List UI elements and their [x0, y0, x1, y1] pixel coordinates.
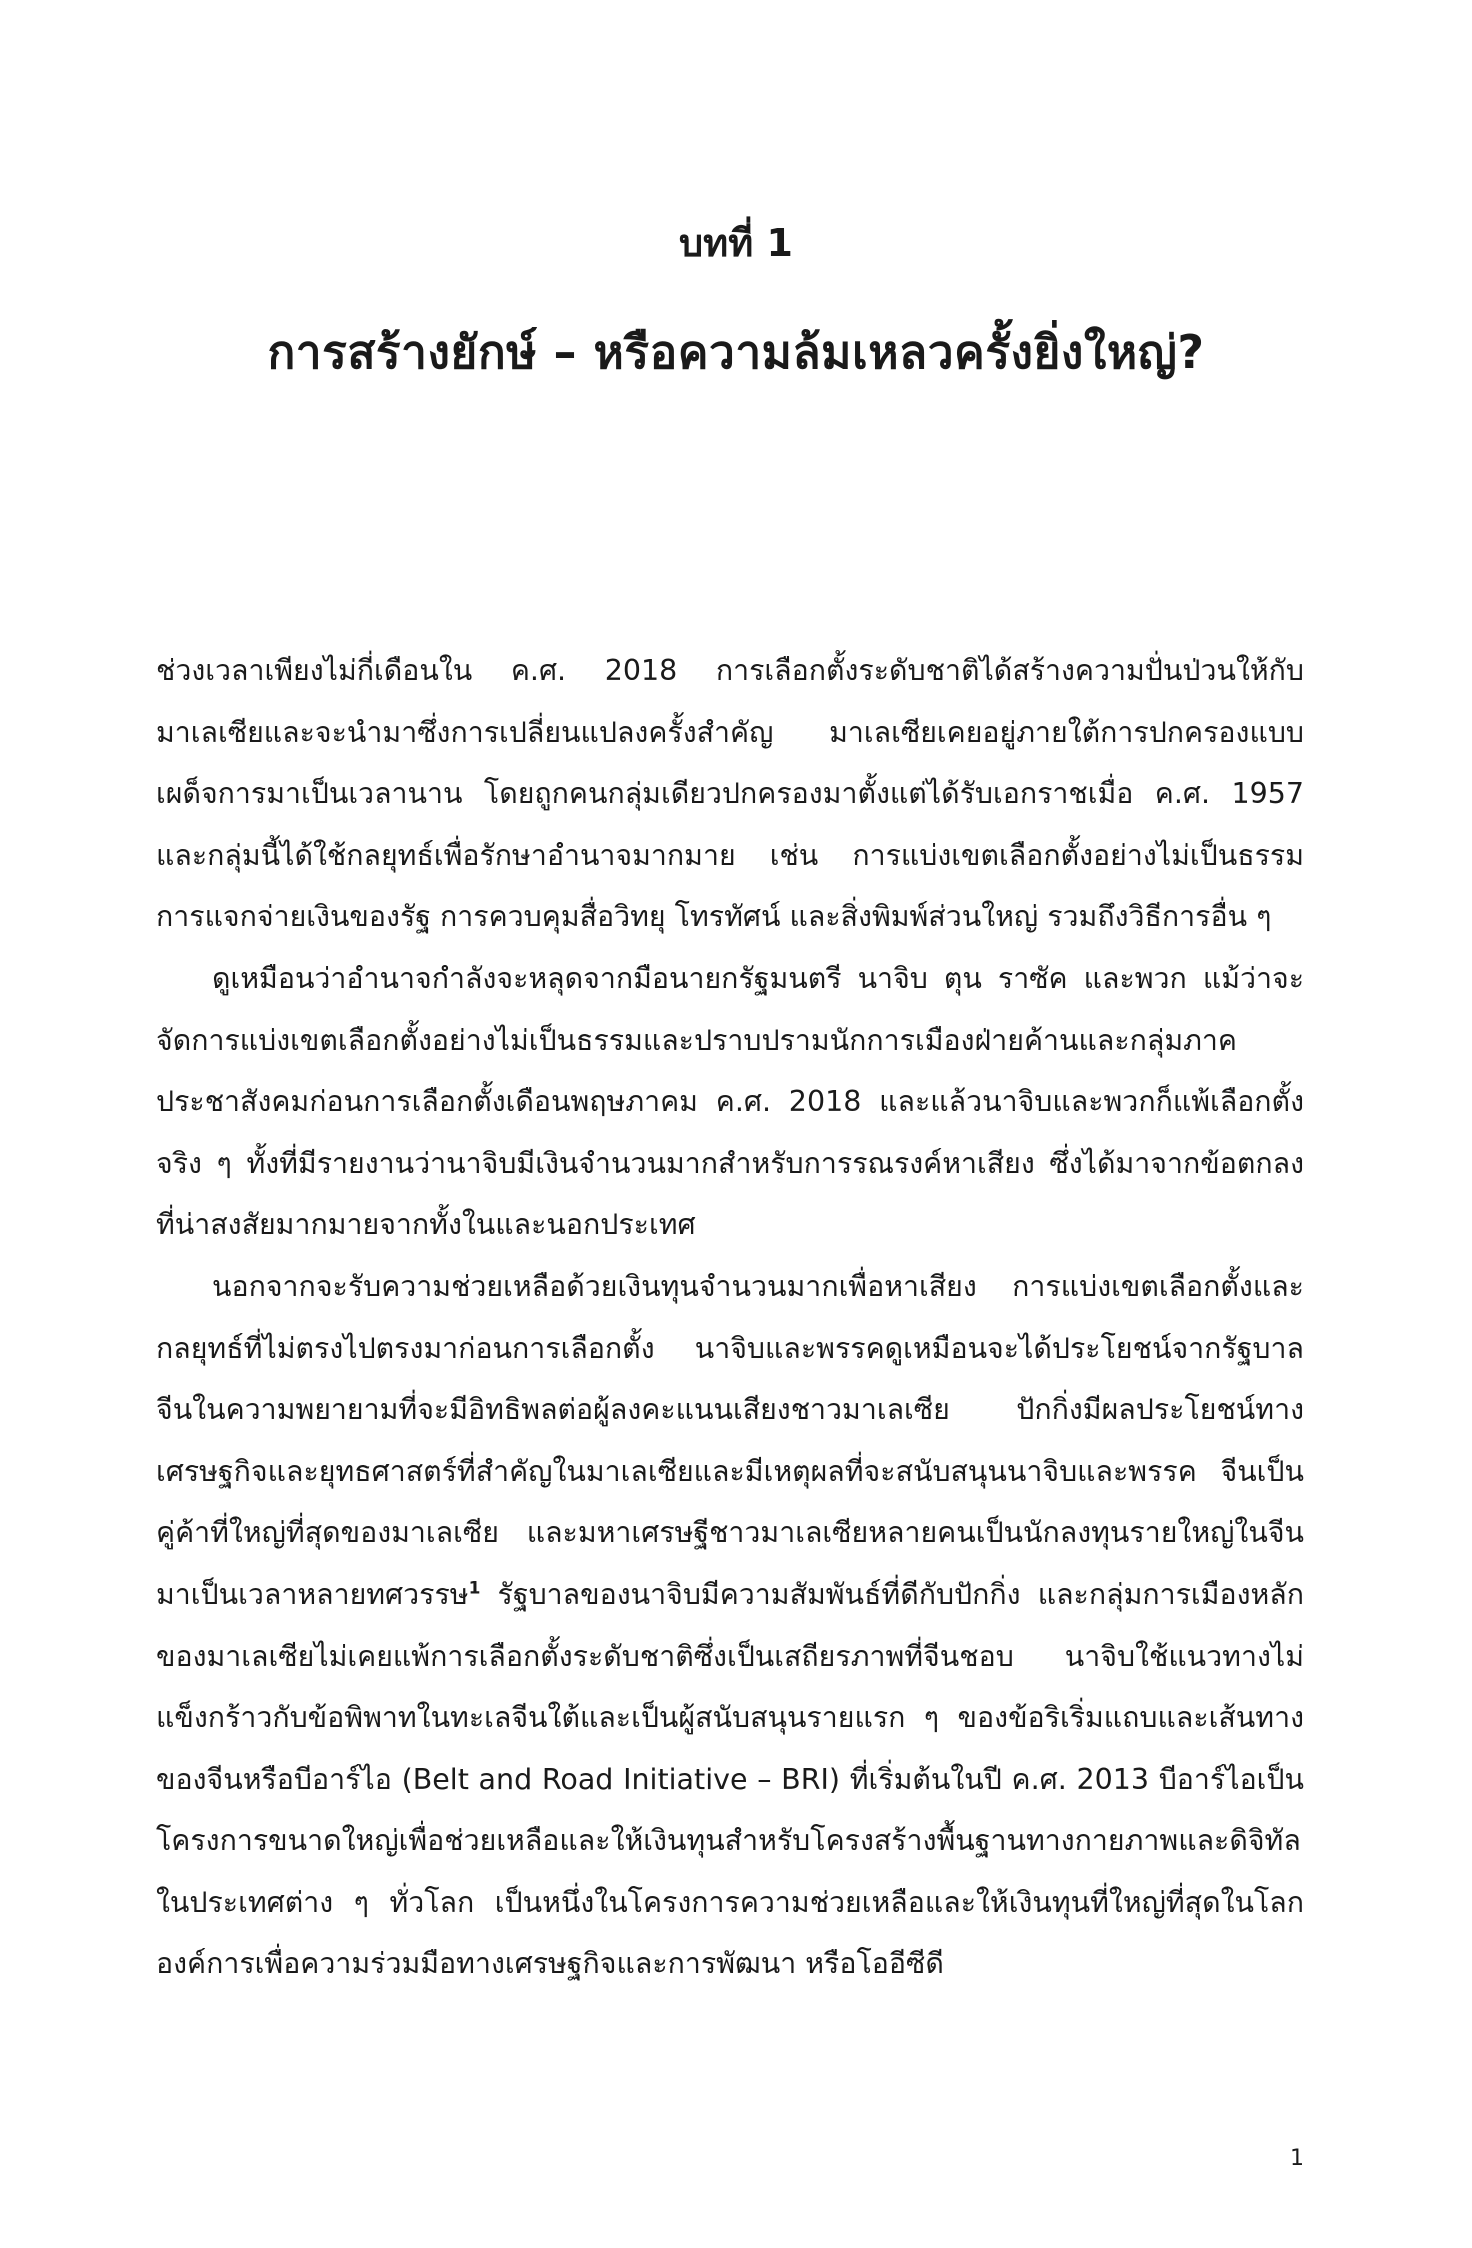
paragraph-1: ช่วงเวลาเพียงไม่กี่เดือนใน ค.ศ. 2018 การเลือกตั้งระดับชาติได้สร้างความปั่นป่วนให้กับมาเลเซียและจะนำมาซึ่งการเปลี่ยนแปลงครั้งสำคัญ มาเลเซียเคยอยู่ภายใต้การปกครองแบบเผด็จการมาเป็นเวลานาน โดยถูกคนกลุ่มเดียวปกครองมาตั้งแต่ได้รับเอกราชเมื่อ ค.ศ. 1957 และกลุ่มนี้ได้ใช้กลยุทธ์เพื่อรักษาอำนาจมากมาย เช่น การแบ่งเขตเลือกตั้งอย่างไม่เป็นธรรม การแจกจ่ายเงินของรัฐ การควบคุมสื่อวิทยุ โทรทัศน์ และสิ่งพิมพ์ส่วนใหญ่ รวมถึงวิธีการอื่น ๆ: [156, 654, 1304, 934]
footnote-reference[interactable]: 1: [468, 1578, 481, 1599]
paragraph-2: ดูเหมือนว่าอำนาจกำลังจะหลุดจากมือนายกรัฐมนตรี นาจิบ ตุน ราซัค และพวก แม้ว่าจะจัดการแบ่งเขตเลือกตั้งอย่างไม่เป็นธรรมและปราบปรามนักการเมืองฝ่ายค้านและกลุ่มภาคประชาสังคมก่อนการเลือกตั้งเดือนพฤษภาคม ค.ศ. 2018 และแล้วนาจิบและพวกก็แพ้เลือกตั้งจริง ๆ ทั้งที่มีรายงานว่านาจิบมีเงินจำนวนมากสำหรับการรณรงค์หาเสียง ซึ่งได้มาจากข้อตกลงที่น่าสงสัยมากมายจากทั้งในและนอกประเทศ: [156, 961, 1304, 1242]
paragraph-3-before-note: นอกจากจะรับความช่วยเหลือด้วยเงินทุนจำนวนมากเพื่อหาเสียง การแบ่งเขตเลือกตั้งและกลยุทธ์ที่ไม่ตรงไปตรงมาก่อนการเลือกตั้ง นาจิบและพรรคดูเหมือนจะได้ประโยชน์จากรัฐบาลจีนในความพยายามที่จะมีอิทธิพลต่อผู้ลงคะแนนเสียงชาวมาเลเซีย ปักกิ่งมีผลประโยชน์ทางเศรษฐกิจและยุทธศาสตร์ที่สำคัญในมาเลเซียและมีเหตุผลที่จะสนับสนุนนาจิบและพรรค จีนเป็นคู่ค้าที่ใหญ่ที่สุดของมาเลเซีย และมหาเศรษฐีชาวมาเลเซียหลายคนเป็นนักลงทุนรายใหญ่ในจีนมาเป็นเวลาหลายทศวรรษ: [156, 1269, 1304, 1611]
chapter-label: บทที่ 1: [679, 221, 793, 265]
page-number: 1: [1290, 2146, 1304, 2171]
chapter-title: การสร้างยักษ์ – หรือความล้มเหลวครั้งยิ่งใหญ่?: [267, 325, 1205, 379]
paragraph-3-after-note: รัฐบาลของนาจิบมีความสัมพันธ์ที่ดีกับปักกิ่ง และกลุ่มการเมืองหลักของมาเลเซียไม่เคยแพ้การเลือกตั้งระดับชาติซึ่งเป็นเสถียรภาพที่จีนชอบ นาจิบใช้แนวทางไม่แข็งกร้าวกับข้อพิพาทในทะเลจีนใต้และเป็นผู้สนับสนุนรายแรก ๆ ของข้อริเริ่มแถบและเส้นทางของจีนหรือบีอาร์ไอ (Belt and Road Initiative – BRI) ที่เริ่มต้นในปี ค.ศ. 2013 บีอาร์ไอเป็นโครงการขนาดใหญ่เพื่อช่วยเหลือและให้เงินทุนสำหรับโครงสร้างพื้นฐานทางกายภาพและดิจิทัลในประเทศต่าง ๆ ทั่วโลก เป็นหนึ่งในโครงการความช่วยเหลือและให้เงินทุนที่ใหญ่ที่สุดในโลก องค์การเพื่อความร่วมมือทางเศรษฐกิจและการพัฒนา หรือโออีซีดี: [156, 1577, 1304, 1981]
paragraph-3: [156, 1256, 1304, 1995]
body-text: [156, 640, 1304, 1995]
